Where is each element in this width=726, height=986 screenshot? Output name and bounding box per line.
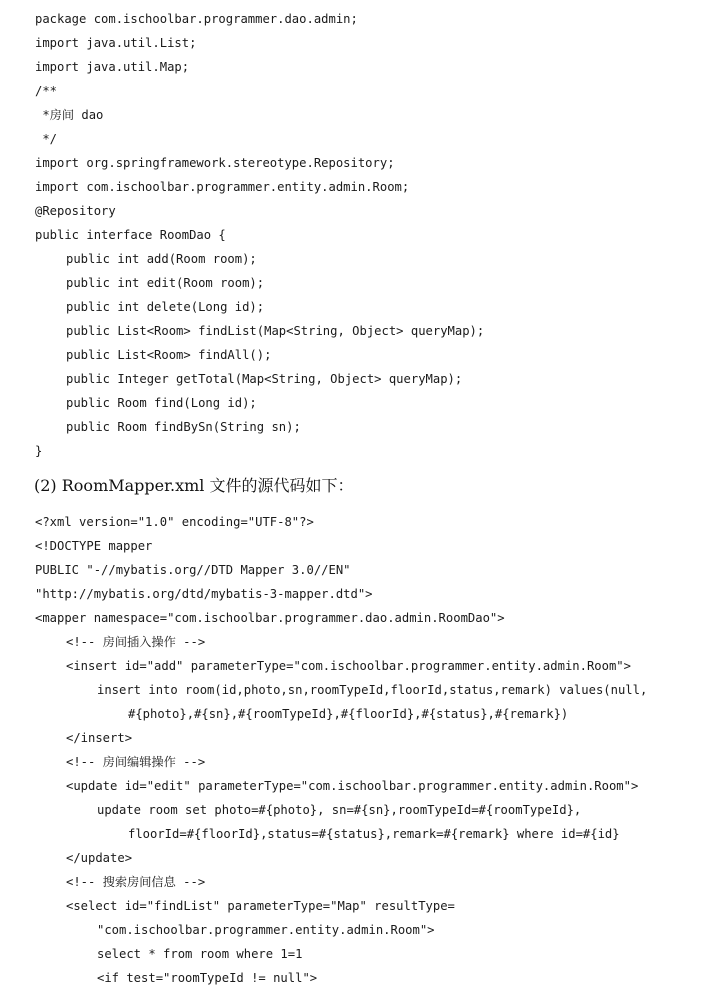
code-line: <insert id="add" parameterType="com.ischoolbar.programmer.entity.admin.Room"> [66,659,631,673]
code-line: <update id="edit" parameterType="com.ischoolbar.programmer.entity.admin.Room"> [66,779,639,793]
code-line: import org.springframework.stereotype.Repository; [35,156,395,170]
code-line: <mapper namespace="com.ischoolbar.programmer.dao.admin.RoomDao"> [35,611,505,625]
code-line: import com.ischoolbar.programmer.entity.admin.Room; [35,180,410,194]
code-line: <!-- 房间编辑操作 --> [66,755,206,769]
code-line: select * from room where 1=1 [97,947,303,961]
code-line: <!-- 房间插入操作 --> [66,635,206,649]
code-line: public Room find(Long id); [66,396,257,410]
code-line: public Integer getTotal(Map<String, Object> queryMap); [66,372,463,386]
code-line: public List<Room> findAll(); [66,348,272,362]
code-line: public interface RoomDao { [35,228,226,242]
code-line: public int add(Room room); [66,252,257,266]
code-line: </insert> [66,731,133,745]
section-heading: (2) RoomMapper.xml 文件的源代码如下： [34,476,354,495]
code-line: PUBLIC "-//mybatis.org//DTD Mapper 3.0//EN" [35,563,351,577]
code-line: "com.ischoolbar.programmer.entity.admin.Room"> [97,923,435,937]
code-line: "http://mybatis.org/dtd/mybatis-3-mapper.dtd"> [35,587,373,601]
code-line: #{photo},#{sn},#{roomTypeId},#{floorId},#{status},#{remark}) [128,707,569,721]
code-line: public int edit(Room room); [66,276,265,290]
code-line: <!-- 搜索房间信息 --> [66,875,206,889]
code-line: public Room findBySn(String sn); [66,420,301,434]
code-line: update room set photo=#{photo}, sn=#{sn},roomTypeId=#{roomTypeId}, [97,803,582,817]
code-line: */ [35,132,58,146]
code-line: <!DOCTYPE mapper [35,539,153,553]
code-line: import java.util.List; [35,36,197,50]
code-line: <?xml version="1.0" encoding="UTF-8"?> [35,515,314,529]
code-line: /** [35,84,58,98]
code-line: public List<Room> findList(Map<String, Object> queryMap); [66,324,485,338]
code-line: </update> [66,851,133,865]
code-line: <if test="roomTypeId != null"> [97,971,318,985]
code-line: @Repository [35,204,116,218]
code-line: package com.ischoolbar.programmer.dao.admin; [35,12,358,26]
code-line: } [35,444,43,458]
code-line: floorId=#{floorId},status=#{status},remark=#{remark} where id=#{id} [128,827,620,841]
code-line: import java.util.Map; [35,60,190,74]
code-line: insert into room(id,photo,sn,roomTypeId,floorId,status,remark) values(null, [97,683,648,697]
code-line: <select id="findList" parameterType="Map" resultType= [66,899,455,913]
code-line: *房间 dao [35,108,104,122]
code-line: public int delete(Long id); [66,300,265,314]
